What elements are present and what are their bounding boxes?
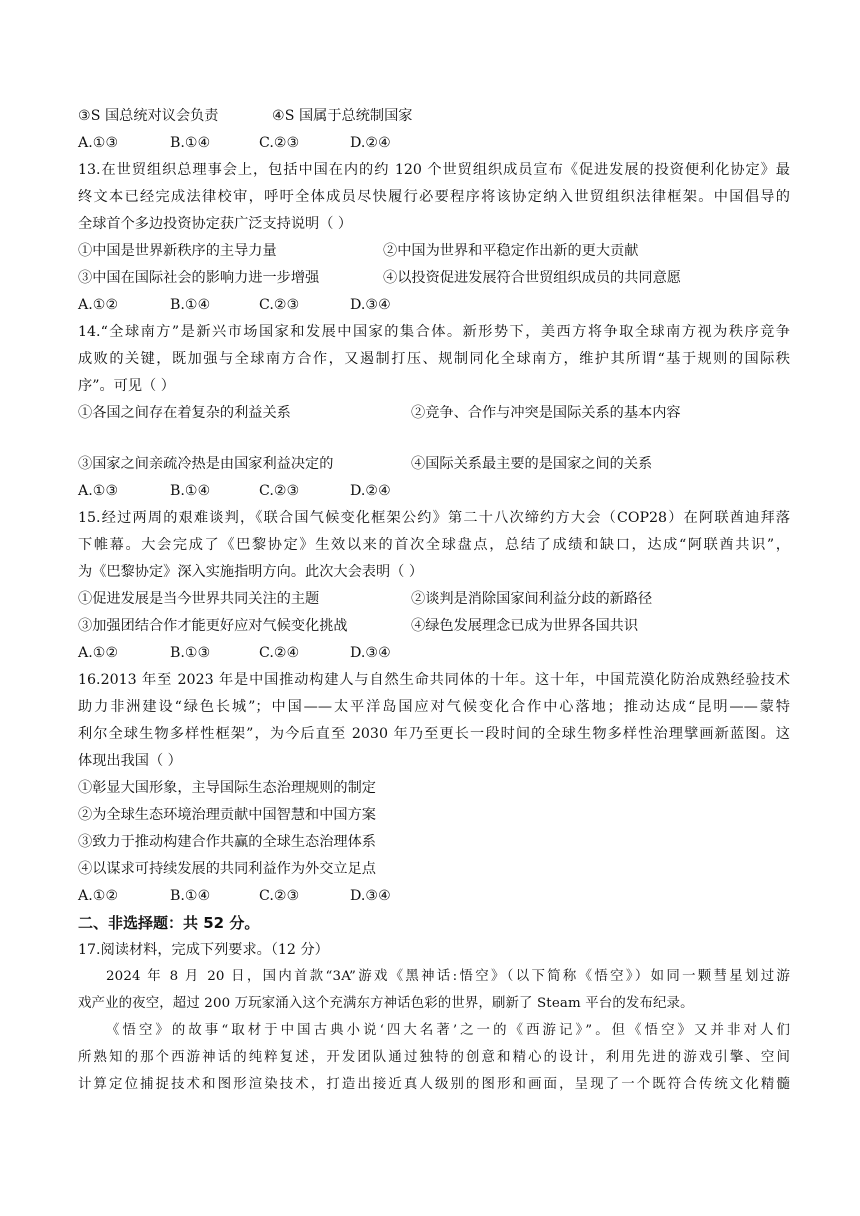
section-heading: 二、非选择题：共 52 分。 <box>78 914 260 932</box>
q14-option-1: ①各国之间存在着复杂的利益关系 <box>78 405 291 421</box>
q13-option-1: ①中国是世界新秩序的主导力量 <box>78 243 277 259</box>
q13-options-row-1 <box>78 241 790 261</box>
q15-options-row-2 <box>78 616 790 636</box>
q16-option-2: ②为全球生态环境治理贡献中国智慧和中国方案 <box>78 807 376 823</box>
q12-choice-b: B.①④ <box>170 135 211 151</box>
q13-choice-a: A.①② <box>78 297 119 313</box>
q13-option-3: ③中国在国际社会的影响力进一步增强 <box>78 270 320 286</box>
q12-option-4: ④S 国属于总统制国家 <box>272 108 413 124</box>
q13-choice-d: D.③④ <box>350 297 391 313</box>
q15-stem-line-1: 15.经过两周的艰难谈判，《联合国气候变化框架公约》第二十八次缔约方大会（COP28）在阿联酋迪拜落 <box>78 510 790 526</box>
q12-choice-c: C.②③ <box>259 135 300 151</box>
q14-option-2: ②竞争、合作与冲突是国际关系的基本内容 <box>411 405 681 421</box>
q14-stem-line-1: 14.“全球南方”是新兴市场国家和发展中国家的集合体。新形势下，美西方将争取全球南方视为秩序竞争 <box>78 324 790 340</box>
q15-options-row-1 <box>78 589 790 609</box>
q14-choice-d: D.②④ <box>350 483 391 499</box>
q14-stem-line-2: 成败的关键，既加强与全球南方合作，又遏制打压、规制同化全球南方，维护其所谓“基于规则的国际秩 <box>78 351 790 367</box>
material-line-5: 计算定位捕捉技术和图形渲染技术，打造出接近真人级别的图形和画面，呈现了一个既符合传统文化精髓 <box>78 1077 790 1092</box>
q14-stem-line-3: 序”。可见（ ） <box>78 378 175 394</box>
q12-choice-a: A.①③ <box>78 135 119 151</box>
q15-option-2: ②谈判是消除国家间利益分歧的新路径 <box>411 591 653 607</box>
q14-option-3: ③国家之间亲疏冷热是由国家利益决定的 <box>78 456 334 472</box>
q16-choice-d: D.③④ <box>350 888 391 904</box>
material-line-1: 2024 年 8 月 20 日，国内首款“3A”游戏《黑神话:悟空》（以下简称《悟空》）如同一颗彗星划过游 <box>106 969 790 984</box>
q14-choice-a: A.①③ <box>78 483 119 499</box>
q13-stem-line-3: 全球首个多边投资协定获广泛支持说明（ ） <box>78 216 353 232</box>
q16-stem-line-1: 16.2013 年至 2023 年是中国推动构建人与自然生命共同体的十年。这十年，中国荒漠化防治成熟经验技术 <box>78 672 790 688</box>
q14-option-4: ④国际关系最主要的是国家之间的关系 <box>411 456 653 472</box>
q15-choices <box>78 643 790 663</box>
q17-title: 17.阅读材料，完成下列要求。（12 分） <box>78 942 329 958</box>
q13-stem-line-1: 13.在世贸组织总理事会上，包括中国在内的约 120 个世贸组织成员宣布《促进发展的投资便利化协定》最 <box>78 162 790 178</box>
q16-choice-b: B.①④ <box>170 888 211 904</box>
q15-choice-d: D.③④ <box>350 645 391 661</box>
q16-stem-line-2: 助力非洲建设“绿色长城”；中国——太平洋岛国应对气候变化合作中心落地；推动达成“昆明——蒙特 <box>78 699 790 715</box>
q13-choice-b: B.①④ <box>170 297 211 313</box>
q12-choice-d: D.②④ <box>350 135 391 151</box>
q12-options-line <box>78 106 790 126</box>
material-line-2: 戏产业的夜空，超过 200 万玩家涌入这个充满东方神话色彩的世界，刷新了 Steam 平台的发布纪录。 <box>78 996 694 1011</box>
q16-stem-line-3: 利尔全球生物多样性框架”，为今后直至 2030 年乃至更长一段时间的全球生物多样性治理擘画新蓝图。这 <box>78 726 790 742</box>
q13-choices <box>78 295 790 315</box>
q16-choice-c: C.②③ <box>259 888 300 904</box>
q15-option-4: ④绿色发展理念已成为世界各国共识 <box>411 618 639 634</box>
q14-choice-c: C.②③ <box>259 483 300 499</box>
q13-option-2: ②中国为世界和平稳定作出新的更大贡献 <box>383 243 639 259</box>
q16-option-1: ①彰显大国形象，主导国际生态治理规则的制定 <box>78 780 376 796</box>
q15-choice-b: B.①③ <box>170 645 211 661</box>
material-line-3: 《悟空》的故事“取材于中国古典小说‘四大名著’之一的《西游记》”。但《悟空》又并非对人们 <box>106 1023 790 1038</box>
q14-choice-b: B.①④ <box>170 483 211 499</box>
q15-option-3: ③加强团结合作才能更好应对气候变化挑战 <box>78 618 348 634</box>
q15-stem-line-2: 下帷幕。大会完成了《巴黎协定》生效以来的首次全球盘点，总结了成绩和缺口，达成“阿联酋共识”， <box>78 537 790 553</box>
q12-choices <box>78 133 790 153</box>
q15-choice-c: C.②④ <box>259 645 300 661</box>
q14-options-row-1 <box>78 403 790 423</box>
q15-option-1: ①促进发展是当今世界共同关注的主题 <box>78 591 320 607</box>
q16-choices <box>78 886 790 906</box>
q13-choice-c: C.②③ <box>259 297 300 313</box>
q15-choice-a: A.①② <box>78 645 119 661</box>
q16-choice-a: A.①② <box>78 888 119 904</box>
q13-options-row-2 <box>78 268 790 288</box>
q13-stem-line-2: 终文本已经完成法律校审，呼吁全体成员尽快履行必要程序将该协定纳入世贸组织法律框架。中国倡导的 <box>78 189 790 205</box>
q13-option-4: ④以投资促进发展符合世贸组织成员的共同意愿 <box>383 270 681 286</box>
q12-option-3: ③S 国总统对议会负责 <box>78 108 219 124</box>
q14-choices <box>78 481 790 501</box>
q16-option-3: ③致力于推动构建合作共赢的全球生态治理体系 <box>78 834 376 850</box>
material-line-4: 所熟知的那个西游神话的纯粹复述，开发团队通过独特的创意和精心的设计，利用先进的游戏引擎、空间 <box>78 1050 790 1065</box>
q16-option-4: ④以谋求可持续发展的共同利益作为外交立足点 <box>78 861 376 877</box>
q16-stem-line-4: 体现出我国（ ） <box>78 753 182 769</box>
q15-stem-line-3: 为《巴黎协定》深入实施指明方向。此次大会表明（ ） <box>78 564 424 580</box>
q14-options-row-2 <box>78 454 790 474</box>
